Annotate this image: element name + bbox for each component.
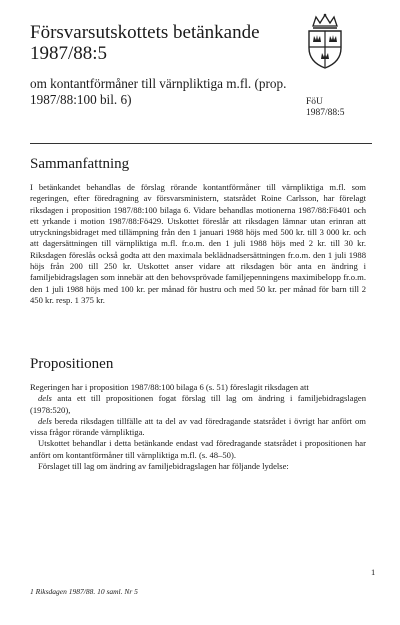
page-number: 1	[371, 567, 376, 577]
proposition-item-1-text: anta ett till propositionen fogat förslag till lag om ändring i familjebidragslagen (1978:520),	[30, 393, 366, 415]
coat-of-arms-icon	[303, 12, 347, 70]
proposition-item-2-text: bereda riksdagen tillfälle att ta del av vad föredragande statsrådet i övrigt har anfört om vissa frågor rörande värnpliktiga.	[30, 415, 366, 438]
ref-committee: FöU	[306, 97, 323, 107]
proposition-heading: Propositionen	[30, 356, 114, 372]
document-reference	[306, 97, 345, 119]
print-reference: 1 Riksdagen 1987/88. 10 saml. Nr 5	[30, 587, 138, 596]
summary-body	[30, 182, 366, 306]
proposition-intro: Regeringen har i proposition 1987/88:100 bilaga 6 (s. 51) föreslagit riksdagen att	[30, 382, 309, 392]
dels-label-1: dels	[38, 393, 52, 404]
summary-paragraph: I betänkandet behandlas de förslag rörande kontantförmåner till värnpliktiga m.fl. som regeringen, efter föredragning av försvarsministern, statsrådet Roine Carlsson, har förelagt riksdagen i proposition 1987/88:100 bilaga 6. Vidare behandlas motionerna 1987/88:Fö401 och ett yrkande i motion 1987/88:Fö429. Utskottet föreslår att riksdagen lämnar utan erinran att utryckningsbidraget med tillämpning från den 1 januari 1988 höjs med 500 kr. till 3 000 kr. och att dagersättningen till värnpliktiga m.fl. fr.o.m. den 1 juli 1988 höjs med 2 kr. till 30 kr. Riksdagen föreslås också godta att den maximala beklädnadsersättningen fr.o.m. den 1 juli 1988 höjs från 200 till 250 kr. Utskottet anser vidare att riksdagen bör anta en ändring i familjebidragslagen som innebär att den behovsprövade familjepenningens maximibelopp fr.o.m. den 1 juli 1988 höjs med 100 kr. per månad för hustru och med 50 kr. per månad för barn till 2 450 kr. resp. 1 375 kr.	[30, 182, 366, 305]
proposition-paragraph-2: Utskottet behandlar i detta betänkande endast vad föredragande statsrådet i propositionen har anfört om kontantförmåner till värnpliktiga m.fl. (s. 48–50).	[30, 438, 366, 460]
summary-heading: Sammanfattning	[30, 156, 130, 172]
ref-number: 1987/88:5	[306, 108, 345, 118]
header-divider	[30, 143, 372, 144]
document-subtitle: om kontantförmåner till värnpliktiga m.fl. (prop. 1987/88:100 bil. 6)	[30, 76, 287, 107]
proposition-item-2	[30, 416, 366, 439]
proposition-item-1	[30, 393, 366, 416]
dels-label-2: dels	[38, 415, 52, 426]
document-title: Försvarsutskottets betänkande 1987/88:5	[30, 22, 260, 64]
proposition-body	[30, 382, 366, 472]
proposition-paragraph-3: Förslaget till lag om ändring av familjebidragslagen har följande lydelse:	[38, 461, 289, 472]
